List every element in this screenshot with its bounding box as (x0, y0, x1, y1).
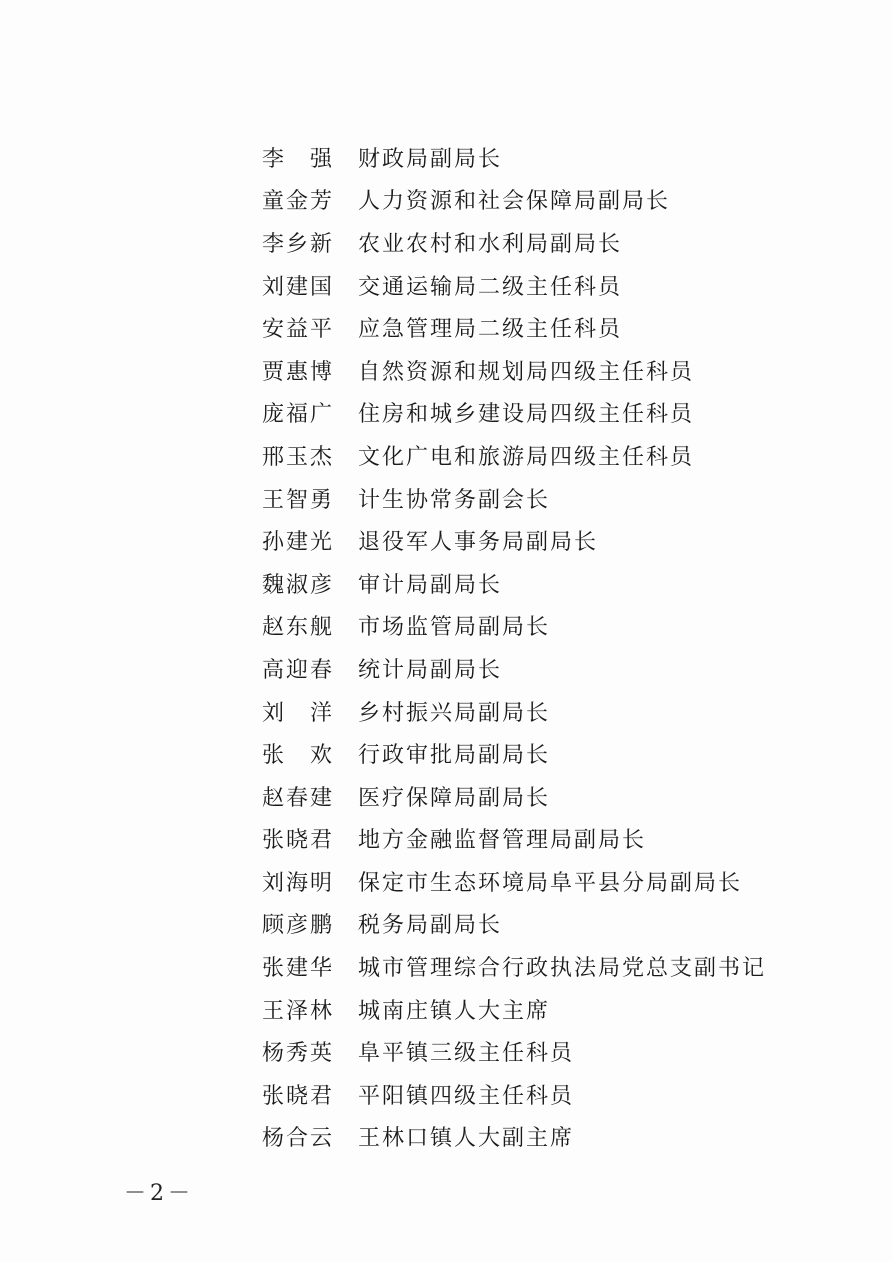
person-title: 审计局副局长 (358, 572, 503, 598)
list-item (262, 818, 822, 861)
list-item (262, 136, 822, 179)
list-item (262, 1116, 822, 1159)
list-item (262, 179, 822, 222)
person-title: 地方金融监督管理局副局长 (358, 828, 647, 854)
list-item (262, 903, 822, 946)
person-name: 邢玉杰 (262, 444, 335, 470)
person-title: 城南庄镇人大主席 (358, 998, 551, 1024)
list-item (262, 1073, 822, 1116)
person-name: 贾惠博 (262, 359, 335, 385)
person-name: 李 强 (262, 146, 335, 172)
personnel-list (262, 136, 822, 1158)
person-title: 计生协常务副会长 (358, 487, 551, 513)
person-title: 保定市生态环境局阜平县分局副局长 (358, 870, 743, 896)
person-title: 城市管理综合行政执法局党总支副书记 (358, 956, 767, 982)
person-title: 交通运输局二级主任科员 (358, 274, 623, 300)
person-name: 张 欢 (262, 743, 335, 769)
person-title: 自然资源和规划局四级主任科员 (358, 359, 695, 385)
person-title: 文化广电和旅游局四级主任科员 (358, 444, 695, 470)
list-item (262, 434, 822, 477)
person-title: 统计局副局长 (358, 657, 503, 683)
list-item (262, 477, 822, 520)
person-title: 王林口镇人大副主席 (358, 1126, 575, 1152)
page-number: －2－ (124, 1181, 194, 1206)
list-item (262, 349, 822, 392)
person-name: 魏淑彦 (262, 572, 335, 598)
list-item (262, 775, 822, 818)
list-item (262, 860, 822, 903)
list-item (262, 1030, 822, 1073)
person-name: 刘建国 (262, 274, 335, 300)
person-title: 税务局副局长 (358, 913, 503, 939)
person-name: 孙建光 (262, 530, 335, 556)
person-name: 王智勇 (262, 487, 335, 513)
list-item (262, 306, 822, 349)
person-name: 王泽林 (262, 998, 335, 1024)
person-title: 医疗保障局副局长 (358, 785, 551, 811)
list-item (262, 264, 822, 307)
list-item (262, 392, 822, 435)
person-name: 童金芳 (262, 189, 335, 215)
person-name: 张晓君 (262, 828, 335, 854)
person-name: 张晓君 (262, 1083, 335, 1109)
person-name: 杨合云 (262, 1126, 335, 1152)
list-item (262, 562, 822, 605)
list-item (262, 732, 822, 775)
person-name: 刘海明 (262, 870, 335, 896)
person-name: 顾彦鹏 (262, 913, 335, 939)
person-title: 农业农村和水利局副局长 (358, 231, 623, 257)
list-item (262, 647, 822, 690)
list-item (262, 221, 822, 264)
list-item (262, 945, 822, 988)
person-name: 安益平 (262, 317, 335, 343)
list-item (262, 988, 822, 1031)
person-title: 市场监管局副局长 (358, 615, 551, 641)
list-item (262, 519, 822, 562)
person-title: 乡村振兴局副局长 (358, 700, 551, 726)
person-name: 赵东舰 (262, 615, 335, 641)
person-title: 退役军人事务局副局长 (358, 530, 599, 556)
person-name: 庞福广 (262, 402, 335, 428)
person-title: 住房和城乡建设局四级主任科员 (358, 402, 695, 428)
list-item (262, 605, 822, 648)
person-name: 李乡新 (262, 231, 335, 257)
person-title: 人力资源和社会保障局副局长 (358, 189, 671, 215)
list-item (262, 690, 822, 733)
person-title: 应急管理局二级主任科员 (358, 317, 623, 343)
person-name: 杨秀英 (262, 1041, 335, 1067)
person-name: 高迎春 (262, 657, 335, 683)
person-title: 财政局副局长 (358, 146, 503, 172)
person-title: 阜平镇三级主任科员 (358, 1041, 575, 1067)
person-title: 行政审批局副局长 (358, 743, 551, 769)
person-name: 赵春建 (262, 785, 335, 811)
person-name: 刘 洋 (262, 700, 335, 726)
person-name: 张建华 (262, 956, 335, 982)
person-title: 平阳镇四级主任科员 (358, 1083, 575, 1109)
